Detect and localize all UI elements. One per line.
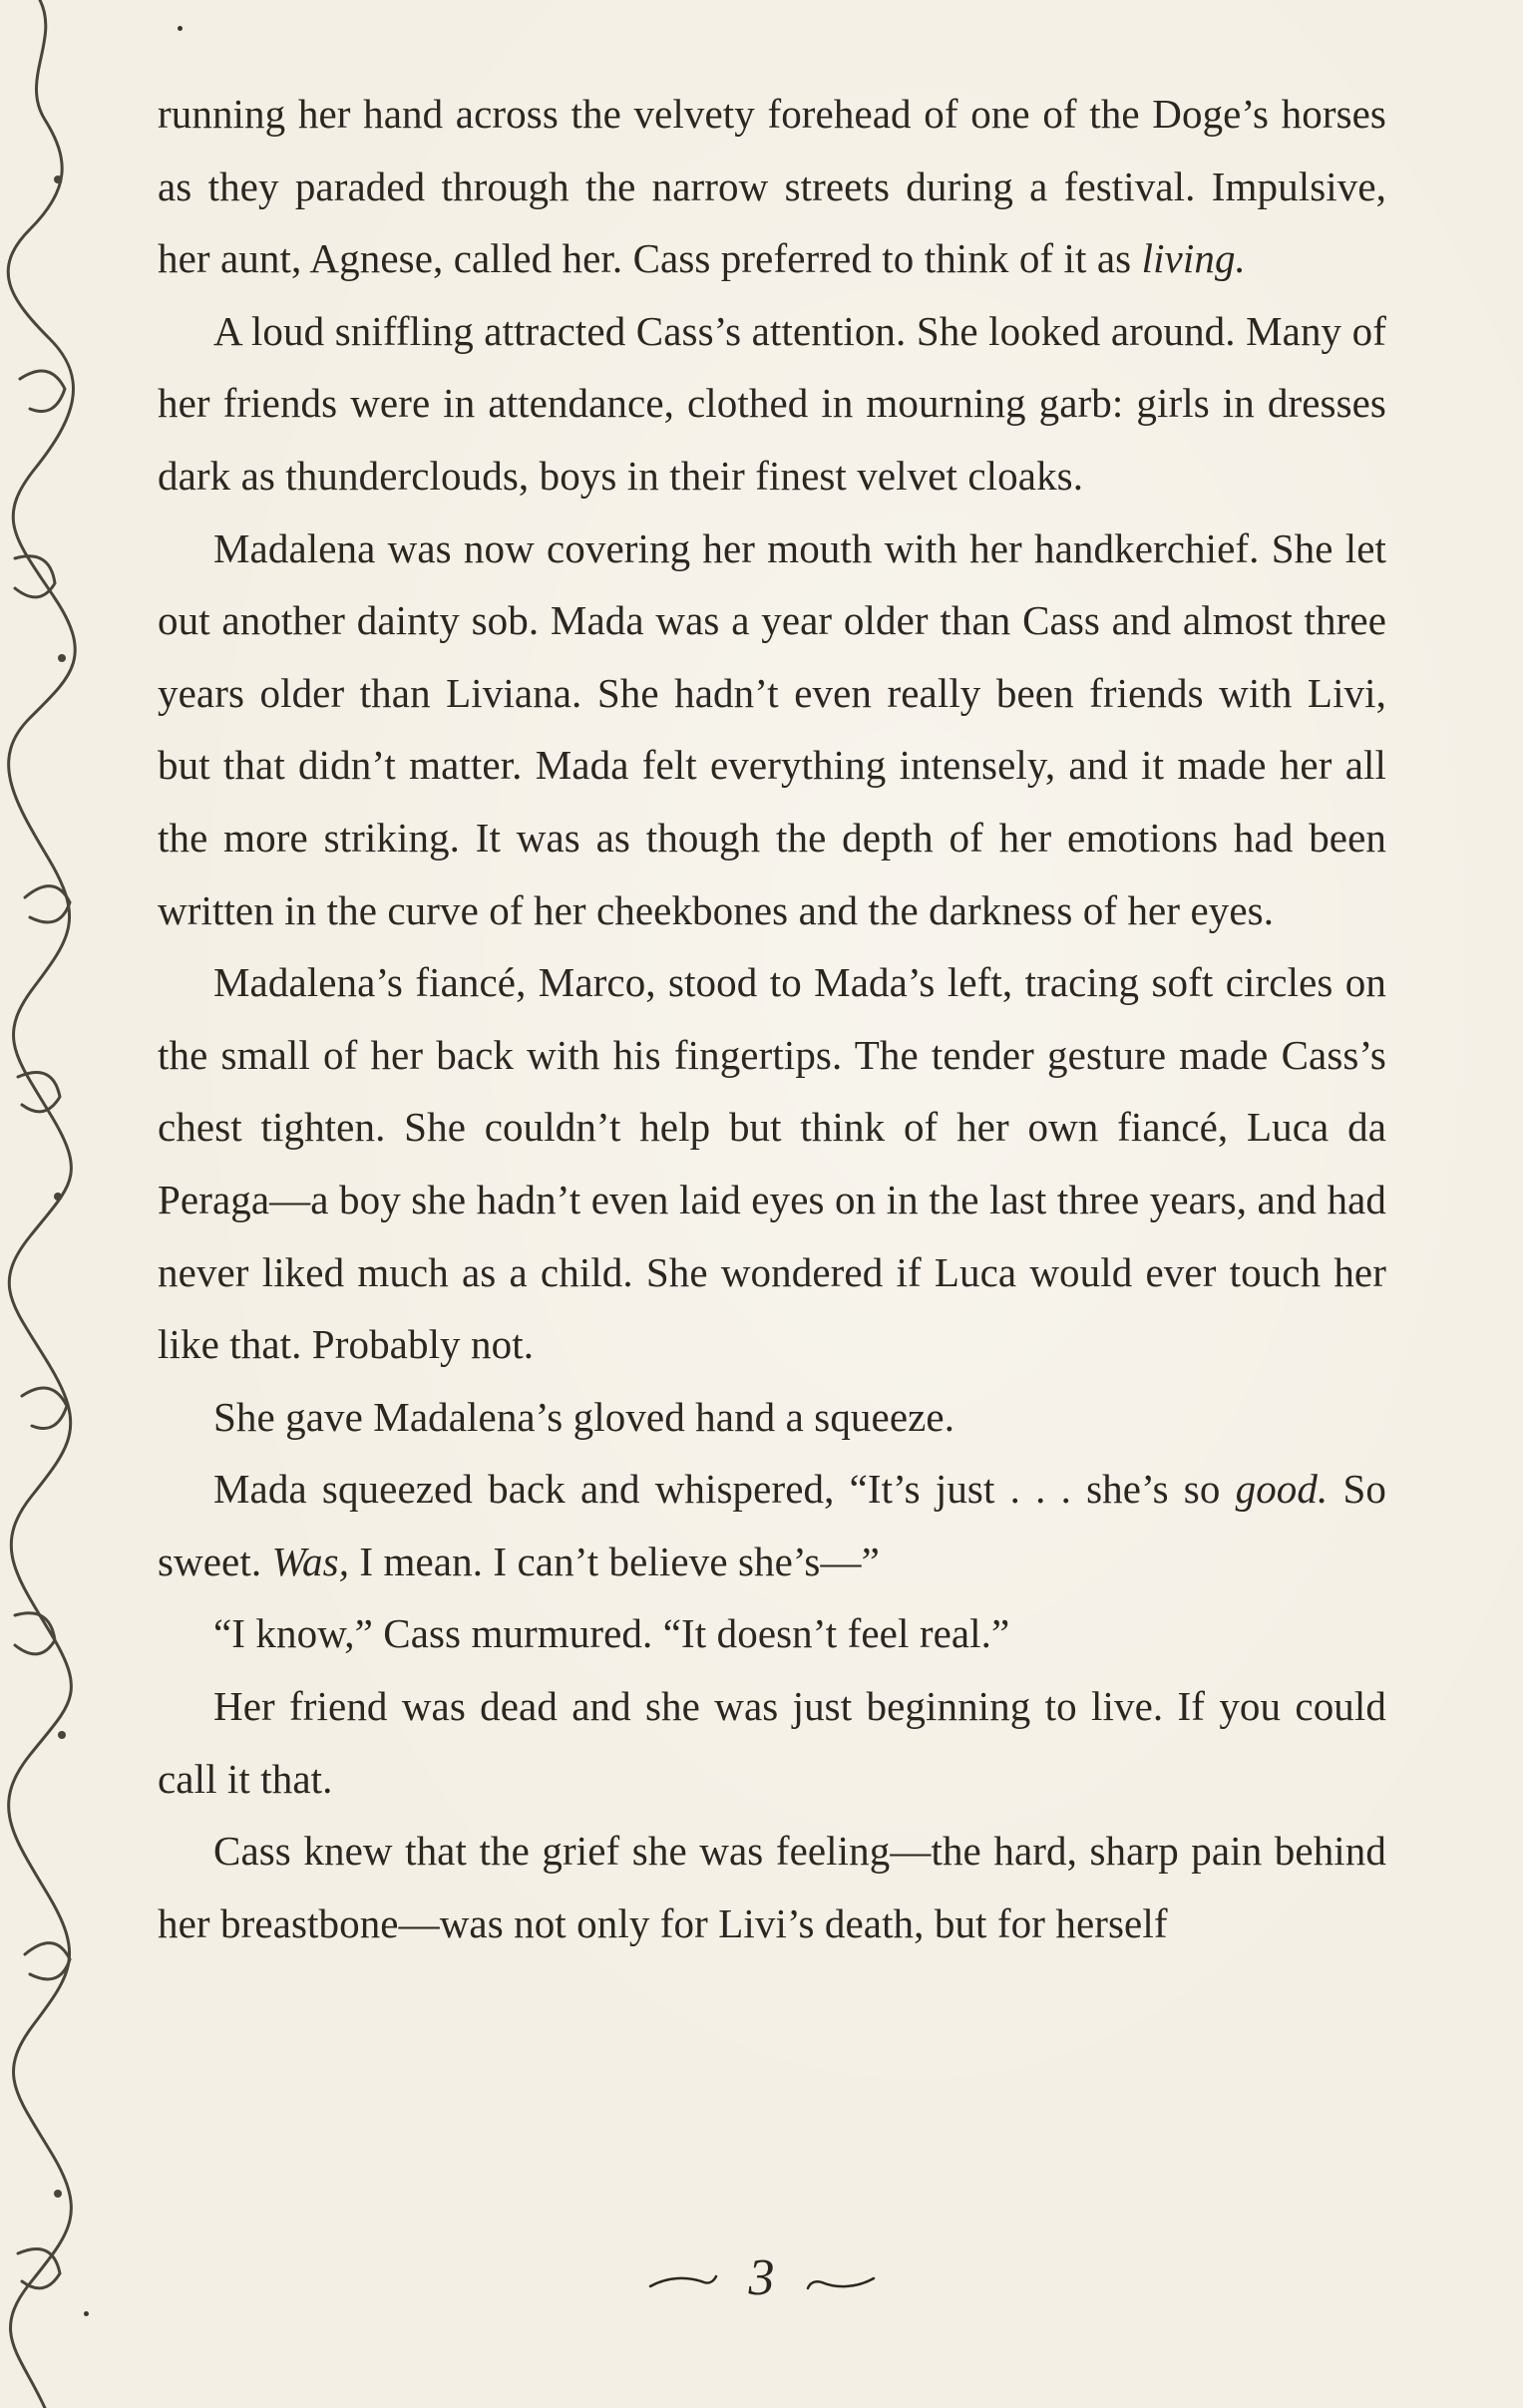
paragraph bbox=[158, 295, 1386, 513]
italic-text: living. bbox=[1141, 235, 1246, 282]
paragraph bbox=[158, 513, 1386, 947]
text-run: Mada squeezed back and whispered, “It’s just . . . she’s so bbox=[213, 1466, 1236, 1513]
paragraph bbox=[158, 1670, 1386, 1815]
text-run: Cass knew that the grief she was feeling—the hard, sharp pain behind her breastbone—was not only for Livi’s death, but for herself bbox=[158, 1828, 1386, 1946]
right-swash-ornament bbox=[806, 2272, 876, 2292]
paragraph bbox=[158, 946, 1386, 1381]
text-run: So sweet. bbox=[158, 1466, 1386, 1584]
page-number: 3 bbox=[748, 2249, 775, 2306]
text-run: I mean. I can’t believe she’s—” bbox=[349, 1538, 880, 1584]
text-run: Madalena’s fiancé, Marco, stood to Mada’s left, tracing soft circles on the small of her back with his fingertips. The tender gesture made Cass’s chest tighten. She couldn’t help but think of her own fiancé, Luca da Peraga—a boy she hadn’t even laid eyes on in the last three years, and had never liked much as a child. She wondered if Luca would ever touch her like that. Probably not. bbox=[158, 959, 1386, 1368]
print-speck bbox=[84, 2311, 89, 2316]
paragraph bbox=[158, 78, 1386, 295]
italic-text: Was, bbox=[271, 1538, 350, 1584]
left-swash-ornament bbox=[648, 2272, 718, 2292]
italic-text: good. bbox=[1235, 1466, 1329, 1513]
paragraph bbox=[158, 1381, 1386, 1454]
text-run: Her friend was dead and she was just beginning to live. If you could call it that. bbox=[158, 1683, 1386, 1802]
text-run: A loud sniffling attracted Cass’s attention. She looked around. Many of her friends were in attendance, clothed in mourning garb: girls in dresses dark as thunderclouds, boys in their finest velvet cloaks. bbox=[158, 307, 1386, 499]
text-run: Madalena was now covering her mouth with her handkerchief. She let out another dainty sob. Mada was a year older than Cass and almost three years older than Liviana. She hadn’t even really been friends with Livi, but that didn’t matter. Mada felt everything intensely, and it made her all the more striking. It was as though the depth of her emotions had been written in the curve of her cheekbones and the darkness of her eyes. bbox=[158, 524, 1386, 933]
paragraph bbox=[158, 1597, 1386, 1670]
paragraph bbox=[158, 1453, 1386, 1597]
paragraph bbox=[158, 1815, 1386, 1959]
print-speck bbox=[178, 26, 183, 31]
body-text bbox=[158, 78, 1386, 1959]
text-run: She gave Madalena’s gloved hand a squeeze. bbox=[213, 1393, 955, 1440]
text-run: “I know,” Cass murmured. “It doesn’t feel real.” bbox=[213, 1610, 1010, 1657]
text-run: running her hand across the velvety forehead of one of the Doge’s horses as they paraded through the narrow streets during a festival. Impulsive, her aunt, Agnese, called her. Cass preferred to think of it as bbox=[158, 91, 1386, 282]
page-footer bbox=[0, 2248, 1523, 2307]
floral-border-ornament bbox=[0, 0, 90, 2408]
